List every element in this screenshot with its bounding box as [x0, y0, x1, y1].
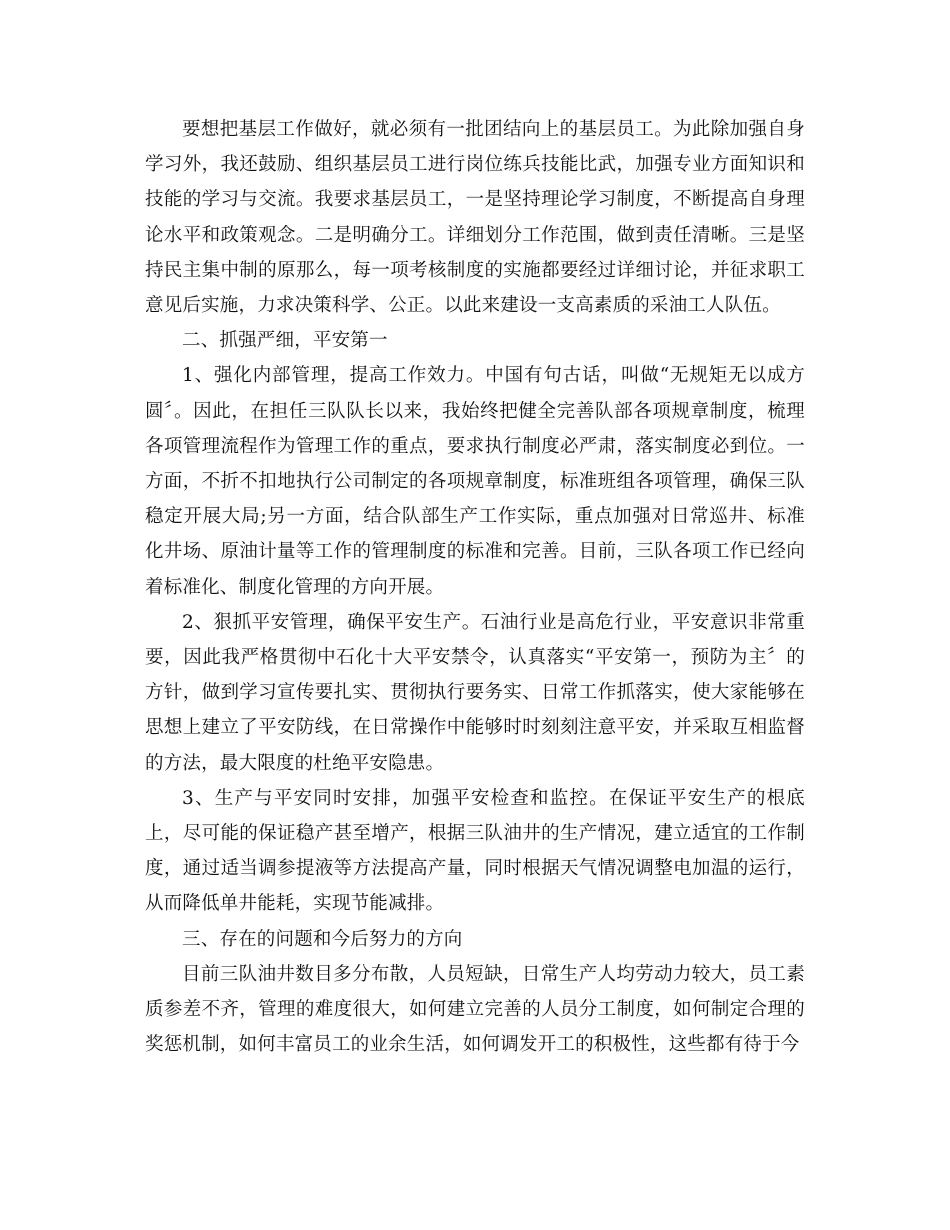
paragraph-safety-management: 2、狠抓平安管理，确保平安生产。石油行业是高危行业，平安意识非常重要，因此我严格贯彻中石化十大平安禁令，认真落实“平安第一，预防为主〞的方针，做到学习宣传要扎实、贯彻执行要务实、日常工作抓落实，使大家能够在思想上建立了平安防线，在日常操作中能够时时刻刻注意平安，并采取互相监督的方法，最大限度的杜绝平安隐患。 [145, 611, 805, 774]
section-heading-3: 三、存在的问题和今后努力的方向 [182, 928, 463, 950]
paragraph-internal-management: 1、强化内部管理，提高工作效力。中国有句古话，叫做“无规矩无以成方圆〞。因此，在担任三队队长以来，我始终把健全完善队部各项规章制度，梳理各项管理流程作为管理工作的重点，要求执行制度必严肃，落实制度必到位。一方面，不折不扣地执行公司制定的各项规章制度，标准班组各项管理，确保三队稳定开展大局;另一方面，结合队部生产工作实际，重点加强对日常巡井、标准化井场、原油计量等工作的管理制度的标准和完善。目前，三队各项工作已经向着标准化、制度化管理的方向开展。 [145, 365, 805, 598]
section-heading-2: 二、抓强严细，平安第一 [182, 330, 388, 352]
paragraph-production-safety: 3、生产与平安同时安排，加强平安检查和监控。在保证平安生产的根底上，尽可能的保证稳产甚至增产，根据三队油井的生产情况，建立适宜的工作制度，通过适当调参提液等方法提高产量，同时根据天气情况调整电加温的运行，从而降低单井能耗，实现节能减排。 [145, 787, 805, 915]
paragraph-problems: 目前三队油井数目多分布散，人员短缺，日常生产人均劳动力较大，员工素质参差不齐，管理的难度很大，如何建立完善的人员分工制度，如何制定合理的奖惩机制，如何丰富员工的业余生活，如何调发开工的积极性，这些都有待于今 [145, 963, 805, 1056]
document-body [145, 112, 805, 1062]
paragraph-team-building: 要想把基层工作做好，就必须有一批团结向上的基层员工。为此除加强自身学习外，我还鼓励、组织基层员工进行岗位练兵技能比武，加强专业方面知识和技能的学习与交流。我要求基层员工，一是坚持理论学习制度，不断提高自身理论水平和政策观念。二是明确分工。详细划分工作范围，做到责任清晰。三是坚持民主集中制的原那么，每一项考核制度的实施都要经过详细讨论，并征求职工意见后实施，力求决策科学、公正。以此来建设一支高素质的采油工人队伍。 [145, 119, 805, 317]
